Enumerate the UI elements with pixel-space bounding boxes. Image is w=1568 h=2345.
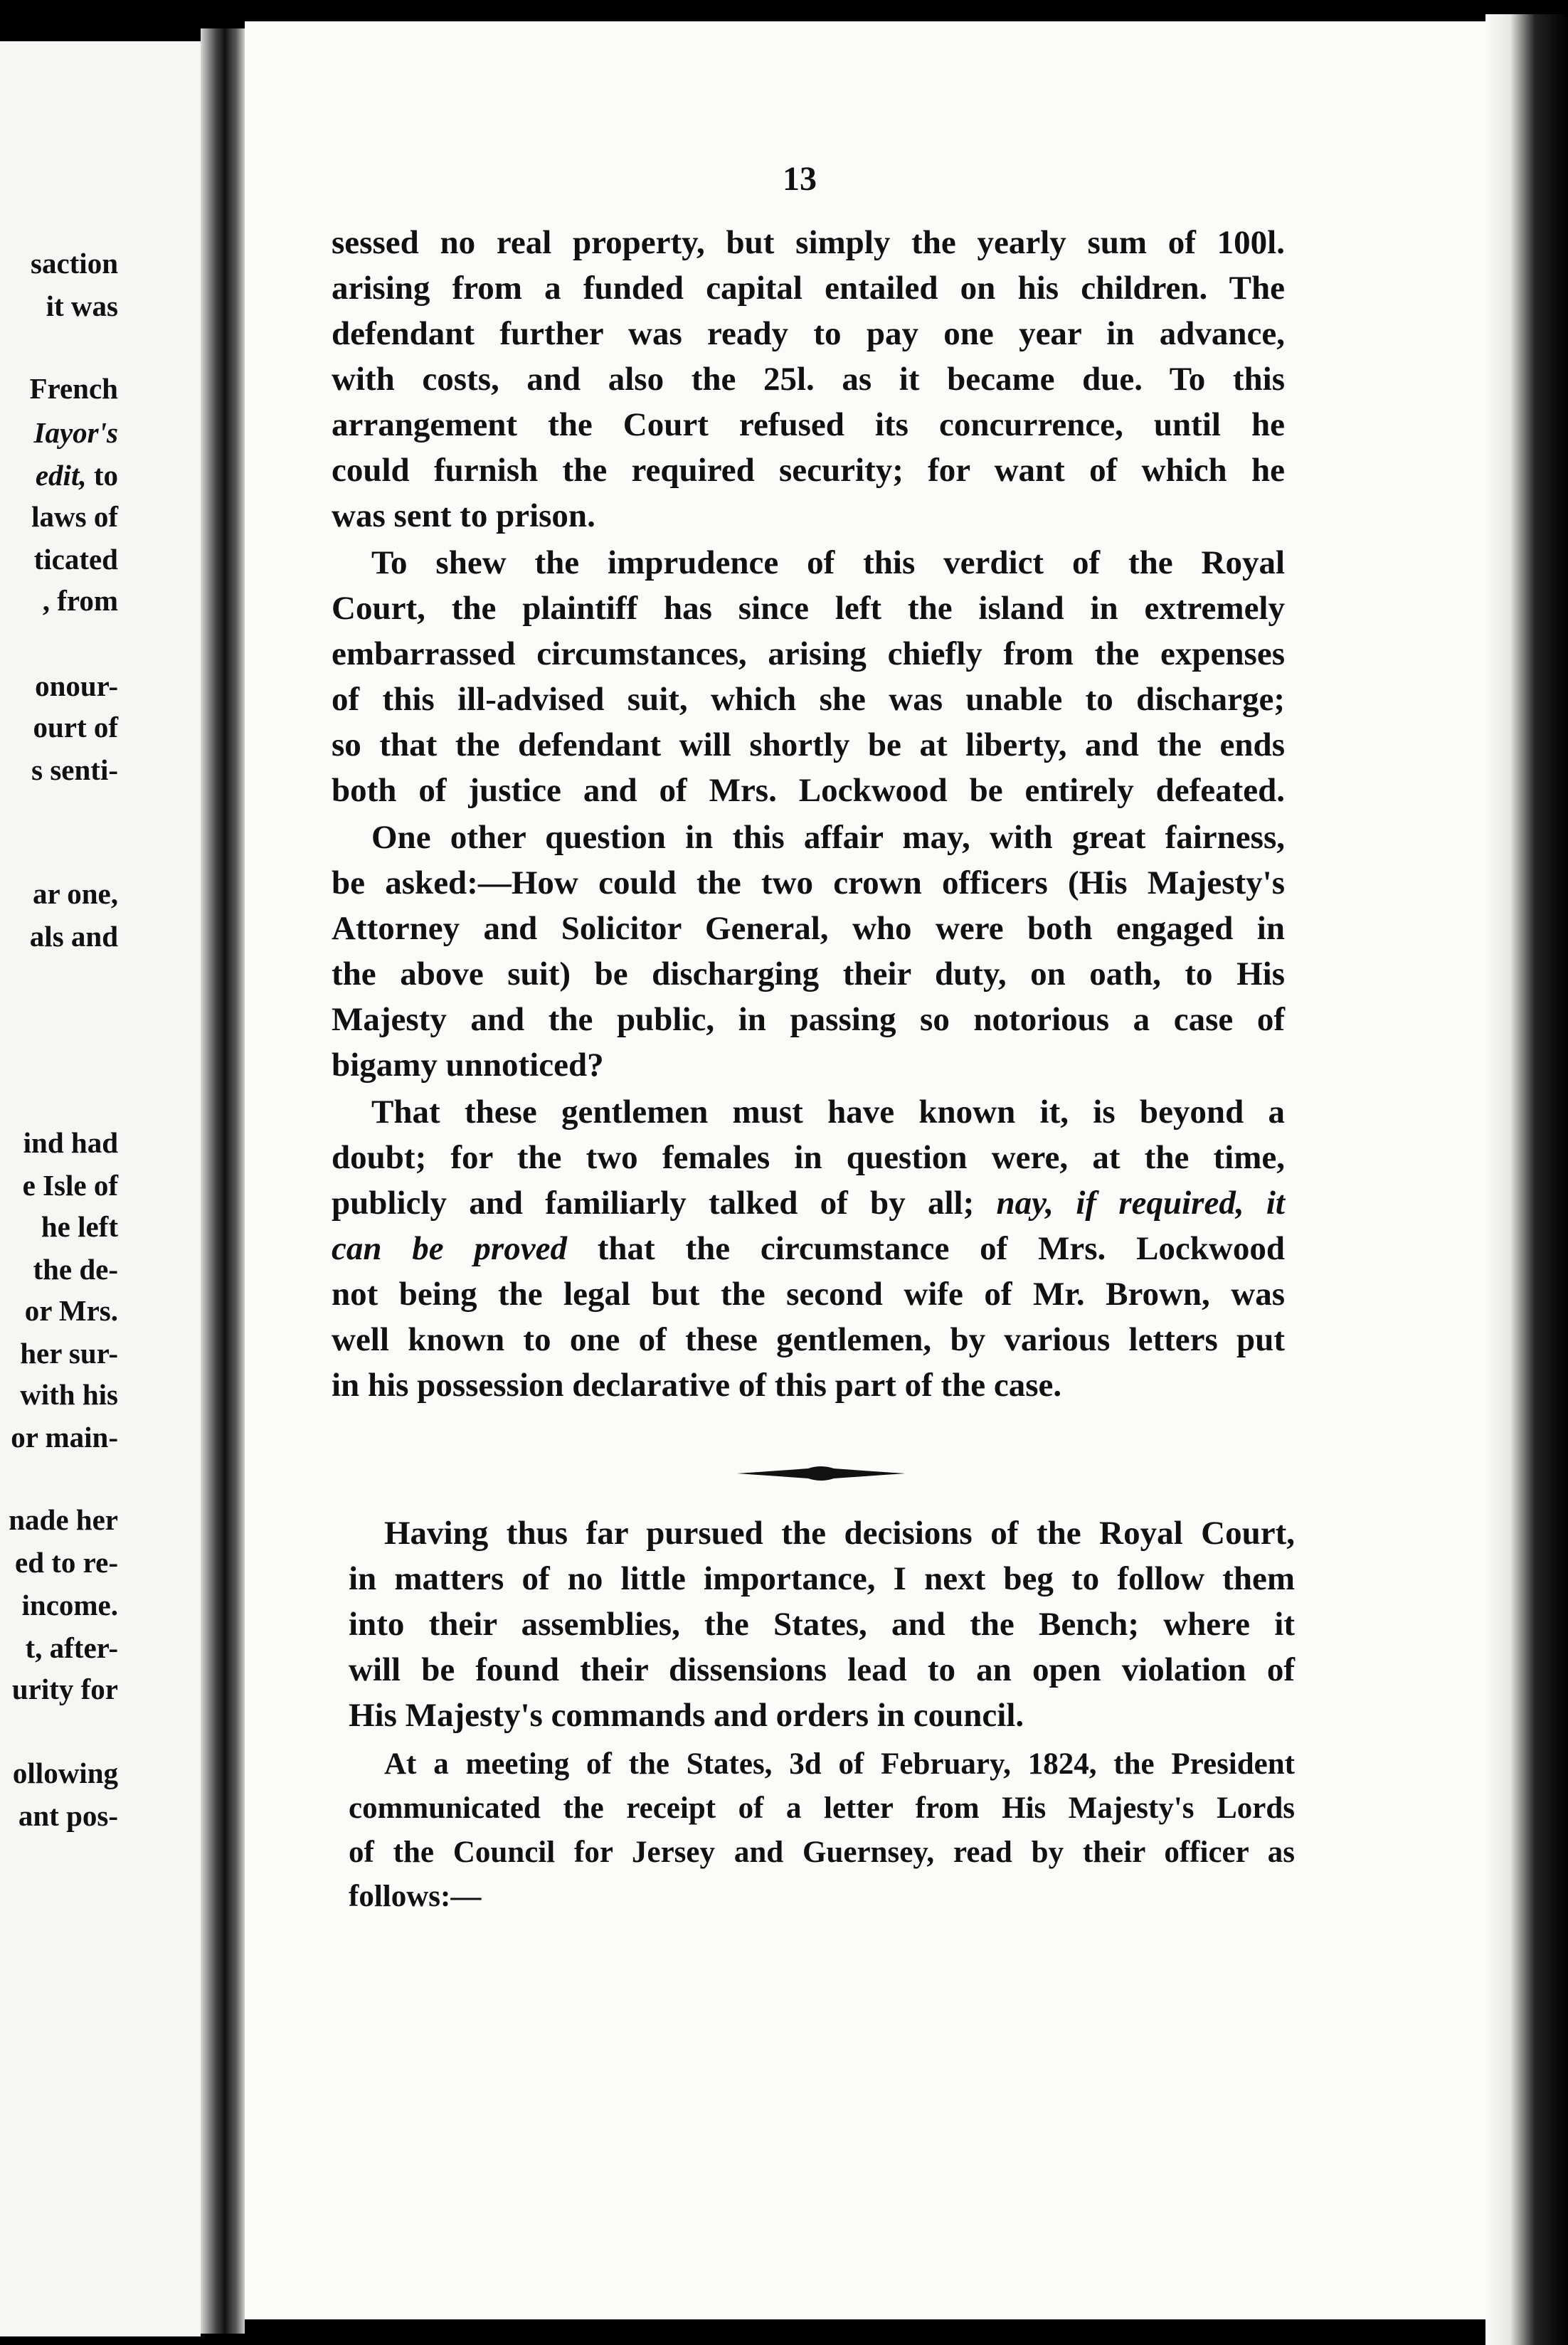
- body-line: Attorney and Solicitor General, who were both engaged in: [332, 910, 1285, 947]
- body-line: Majesty and the public, in passing so notorious a case of: [332, 1001, 1285, 1038]
- body-line: arising from a funded capital entailed on his children. The: [332, 270, 1285, 307]
- body-text: publicly and familiarly talked of by all;: [332, 1185, 975, 1222]
- body-line: with costs, and also the 25l. as it became due. To this: [332, 361, 1285, 398]
- left-fragment-line: it was: [46, 290, 118, 322]
- body-line: sessed no real property, but simply the yearly sum of 100l.: [332, 224, 1285, 261]
- body-line: doubt; for the two females in question were, at the time,: [332, 1139, 1285, 1176]
- facing-page-fragment: [0, 41, 201, 2336]
- body-line: defendant further was ready to pay one year in advance,: [332, 315, 1285, 352]
- body-line: could furnish the required security; for want of which he: [332, 452, 1285, 489]
- body-line: embarrassed circumstances, arising chiefly from the expenses: [332, 635, 1285, 672]
- left-fragment-italic: edit,: [35, 459, 87, 492]
- body-line: One other question in this affair may, with great fairness,: [371, 819, 1285, 856]
- body-line: of this ill-advised suit, which she was unable to discharge;: [332, 681, 1285, 718]
- left-fragment-line: , from: [42, 584, 118, 617]
- left-fragment-line: or Mrs.: [24, 1294, 118, 1327]
- body-line: will be found their dissensions lead to an open violation of: [349, 1651, 1295, 1688]
- left-fragment-line: e Isle of: [22, 1169, 118, 1202]
- left-fragment-line: income.: [21, 1589, 118, 1621]
- left-fragment-line: urity for: [11, 1673, 118, 1705]
- left-fragment-line: ollowing: [12, 1757, 118, 1789]
- ornament-divider-icon: [737, 1464, 905, 1483]
- body-line: be asked:—How could the two crown officers (His Majesty's: [332, 864, 1285, 901]
- left-fragment-line: als and: [29, 920, 118, 953]
- page-edge-shadow: [1485, 14, 1568, 2345]
- body-line: Having thus far pursued the decisions of the Royal Court,: [384, 1515, 1295, 1552]
- body-line: communicated the receipt of a letter from His Majesty's Lords: [349, 1791, 1295, 1825]
- body-line: arrangement the Court refused its concurrence, until he: [332, 406, 1285, 443]
- left-fragment-line: with his: [20, 1378, 118, 1411]
- body-line: Court, the plaintiff has since left the island in extremely: [332, 590, 1285, 627]
- left-fragment-line: he left: [41, 1210, 118, 1243]
- body-line: not being the legal but the second wife of Mr. Brown, was: [332, 1276, 1285, 1313]
- body-text: that the circumstance of Mrs. Lockwood: [597, 1230, 1286, 1267]
- left-fragment-line: s senti-: [31, 753, 118, 786]
- left-fragment-line: or main-: [11, 1421, 118, 1454]
- body-line: the above suit) be discharging their duty, on oath, to His: [332, 956, 1285, 992]
- left-fragment-line: t, after-: [25, 1631, 118, 1664]
- left-fragment-line: ant pos-: [18, 1799, 118, 1832]
- body-line: in matters of no little importance, I next beg to follow them: [349, 1560, 1295, 1597]
- left-fragment-tail: to: [86, 459, 118, 492]
- body-line: bigamy unnoticed?: [332, 1047, 604, 1084]
- left-fragment-line: laws of: [31, 500, 118, 533]
- left-fragment-line: Iayor's: [33, 416, 118, 449]
- book-gutter: [201, 28, 245, 2334]
- body-line: both of justice and of Mrs. Lockwood be entirely defeated.: [332, 772, 1285, 809]
- body-line: so that the defendant will shortly be at liberty, and the ends: [332, 726, 1285, 763]
- body-line: follows:—: [349, 1880, 482, 1913]
- left-fragment-line: ar one,: [33, 877, 118, 910]
- left-fragment-line: the de-: [33, 1253, 118, 1286]
- body-line: [332, 1187, 1285, 1220]
- body-line: of the Council for Jersey and Guernsey, read by their officer as: [349, 1836, 1295, 1869]
- body-line: That these gentlemen must have known it, is beyond a: [371, 1094, 1285, 1131]
- body-italic-text: nay, if required, it: [996, 1185, 1285, 1222]
- left-fragment-line: ticated: [33, 543, 118, 576]
- body-line: To shew the imprudence of this verdict of the Royal: [371, 544, 1285, 581]
- body-line: His Majesty's commands and orders in council.: [349, 1697, 1024, 1734]
- body-line: well known to one of these gentlemen, by various letters put: [332, 1321, 1285, 1358]
- left-fragment-line: her sur-: [20, 1337, 118, 1370]
- body-line: [332, 1232, 1285, 1266]
- body-line: in his possession declarative of this part of the case.: [332, 1367, 1062, 1404]
- body-line: was sent to prison.: [332, 497, 595, 534]
- left-fragment-line: nade her: [9, 1503, 118, 1536]
- left-fragment-line: onour-: [35, 669, 118, 702]
- left-fragment-line: ind had: [23, 1126, 118, 1159]
- body-line: into their assemblies, the States, and the Bench; where it: [349, 1606, 1295, 1643]
- left-fragment-line: ed to re-: [15, 1546, 118, 1579]
- left-fragment-line: French: [29, 372, 118, 405]
- page-number: 13: [783, 160, 817, 198]
- body-italic-text: can be proved: [332, 1230, 567, 1267]
- body-line: At a meeting of the States, 3d of February, 1824, the President: [384, 1747, 1295, 1781]
- left-fragment-line: saction: [31, 247, 118, 280]
- left-fragment-line: ourt of: [33, 711, 118, 743]
- left-fragment-line: [36, 461, 118, 490]
